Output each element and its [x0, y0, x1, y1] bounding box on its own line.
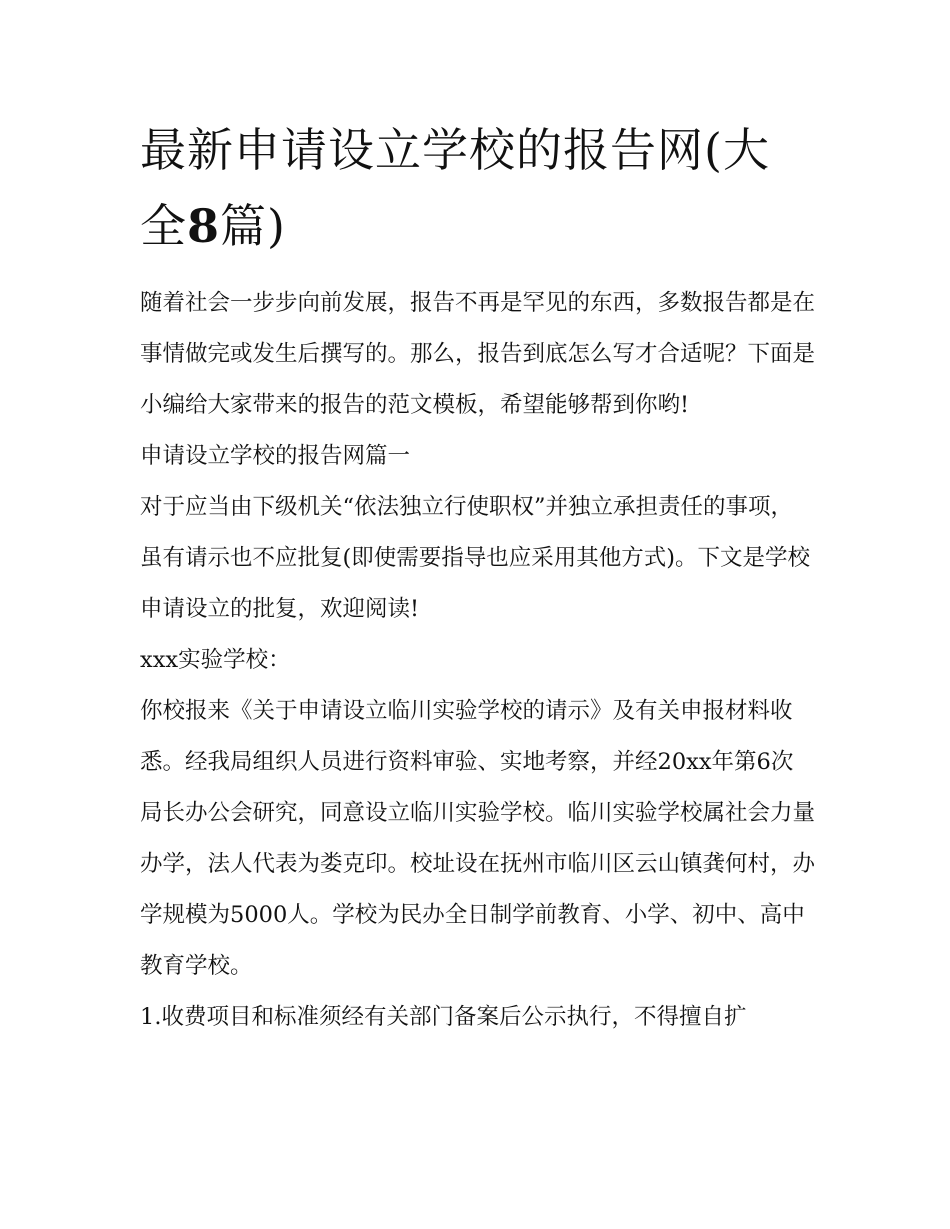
document-title: 最新申请设立学校的报告网(大全8篇) — [140, 123, 770, 253]
intro-paragraph: 随着社会一步步向前发展，报告不再是罕见的东西，多数报告都是在事情做完或发生后撰写的。那么，报告到底怎么写才合适呢？下面是小编给大家带来的报告的范文模板，希望能够帮到你哟! — [140, 290, 816, 418]
document-page — [140, 112, 815, 1043]
salutation: xxx实验学校： — [140, 647, 291, 673]
body-paragraph: 你校报来《关于申请设立临川实验学校的请示》及有关申报材料收悉。经我局组织人员进行资料审验、实地考察，并经20xx年第6次局长办公会研究，同意设立临川实验学校。临川实验学校属社会力量办学，法人代表为娄克印。校址设在抚州市临川区云山镇龚何村，办学规模为5000人。学校为民办全日制学前教育、小学、初中、高中教育学校。 — [140, 698, 816, 979]
section-heading: 申请设立学校的报告网篇一 — [140, 443, 411, 469]
body-paragraph: 对于应当由下级机关“依法独立行使职权”并独立承担责任的事项，虽有请示也不应批复(即使需要指导也应采用其他方式)。下文是学校申请设立的批复，欢迎阅读! — [140, 494, 811, 622]
list-item: 1.收费项目和标准须经有关部门备案后公示执行，不得擅自扩 — [140, 1004, 747, 1030]
